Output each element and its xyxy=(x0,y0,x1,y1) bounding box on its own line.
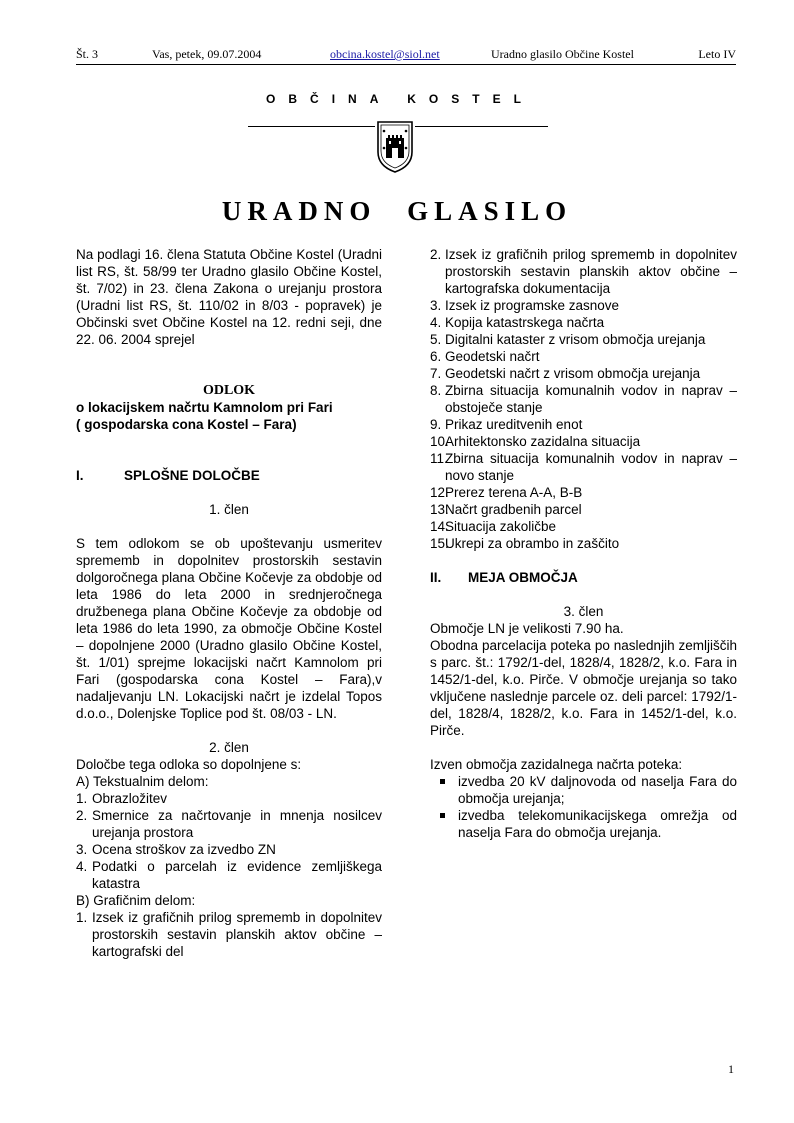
article-3-text: Obodna parcelacija poteka po naslednjih zemljiščih s parc. št.: 1792/1-del, 1828/4, 1828/2, k.o. Fara in 1452/1-del, k.o. Pirče. V območje urejanja so tako vključene naslednje parcele oz. deli parcel: 1792/1-del, 1828/4, 1828/2, k.o. Fara in 1452/1-del, k.o. Pirče. xyxy=(430,638,737,738)
list-item xyxy=(76,858,382,892)
list-item xyxy=(76,790,382,807)
section-heading-2 xyxy=(430,569,737,586)
outside-area-list xyxy=(430,773,737,841)
list-item xyxy=(430,416,737,433)
coat-of-arms-icon xyxy=(375,118,415,174)
list-item-text: Situacija zakoličbe xyxy=(445,519,557,534)
list-item-number: 6. xyxy=(430,349,442,364)
section-title: MEJA OBMOČJA xyxy=(468,570,578,585)
list-item xyxy=(430,518,737,535)
list-item-text: Ukrepi za obrambo in zaščito xyxy=(445,536,620,551)
list-item-number: 10. xyxy=(430,434,449,449)
section-title: SPLOŠNE DOLOČBE xyxy=(124,468,260,483)
section-number: I. xyxy=(76,468,84,483)
article-2-heading: 2. člen xyxy=(209,740,249,755)
left-column xyxy=(76,246,382,960)
list-item-number: 4. xyxy=(76,859,88,874)
list-item xyxy=(430,314,737,331)
list-item xyxy=(76,909,382,960)
list-item-text: Zbirna situacija komunalnih vodov in naprav – obstoječe stanje xyxy=(445,383,737,415)
running-header xyxy=(76,47,736,65)
header-divider xyxy=(76,64,736,65)
bullet-item: izvedba telekomunikacijskega omrežja od naselja Fara do območja urejanja. xyxy=(430,807,737,841)
group-a-heading: A) Tekstualnim delom: xyxy=(76,774,209,789)
preamble: Na podlagi 16. člena Statuta Občine Kostel (Uradni list RS, št. 58/99 ter Uradno glasilo Občine Kostel, št. 7/02) in 23. člena Zakona o urejanju prostora (Uradni list RS, št. 110/02 in 8/03 - popravek) je Občinski svet Občine Kostel na 12. redni seji, dne 22. 06. 2004 sprejel xyxy=(76,247,382,347)
list-item xyxy=(430,484,737,501)
list-item-number: 9. xyxy=(430,417,442,432)
list-item xyxy=(430,450,737,484)
list-item xyxy=(430,331,737,348)
list-item xyxy=(430,348,737,365)
section-number: II. xyxy=(430,570,442,585)
publication-title: URADNO GLASILO xyxy=(221,196,573,226)
list-item-number: 5. xyxy=(430,332,442,347)
list-item xyxy=(430,246,737,297)
right-column xyxy=(430,246,737,841)
list-item-text: Ocena stroškov za izvedbo ZN xyxy=(92,842,276,857)
municipality-name: OBČINA KOSTEL xyxy=(266,92,534,106)
bullet-item: izvedba 20 kV daljnovoda od naselja Fara do območja urejanja; xyxy=(430,773,737,807)
article-1-text: S tem odlokom se ob upoštevanju usmeritev sprememb in dopolnitev prostorskih sestavin dolgoročnega plana Občine Kočevje za obdobje od leta 1986 do leta 2000 in srednjeročnega družbenega plana Občine Kočevje za obdobje od leta 1986 do leta 1990, za območje Občine Kostel – dopolnjene 2000 (Uradno glasilo Občine Kostel, št. 1/01) sprejme lokacijski načrt Kamnolom pri Fari (gospodarska cona Kostel – Fara),v nadaljevanju LN. Lokacijski načrt je izdelal Topos d.o.o., Dolenjske Toplice pod št. 08/03 - LN. xyxy=(76,536,382,721)
list-item xyxy=(430,365,737,382)
publication-name: Uradno glasilo Občine Kostel xyxy=(491,47,634,61)
year-label: Leto IV xyxy=(698,47,736,61)
list-item-number: 4. xyxy=(430,315,442,330)
email-link[interactable]: obcina.kostel@siol.net xyxy=(330,47,440,61)
decree-subtitle-2: ( gospodarska cona Kostel – Fara) xyxy=(76,417,297,432)
list-item-number: 15. xyxy=(430,536,449,551)
list-item-number: 2. xyxy=(76,808,88,823)
list-item-text: Arhitektonsko zazidalna situacija xyxy=(445,434,641,449)
list-item-number: 3. xyxy=(430,298,442,313)
list-item-text: Podatki o parcelah iz evidence zemljiškega katastra xyxy=(92,859,382,891)
list-item-text: Izsek iz programske zasnove xyxy=(445,298,620,313)
article-3-heading: 3. člen xyxy=(563,604,604,619)
list-item xyxy=(76,807,382,841)
list-item xyxy=(76,841,382,858)
list-item-number: 2. xyxy=(430,247,442,262)
list-item-number: 3. xyxy=(76,842,88,857)
list-item-number: 7. xyxy=(430,366,442,381)
list-item xyxy=(430,433,737,450)
textual-part-list xyxy=(76,790,382,892)
list-item xyxy=(430,382,737,416)
list-item-number: 1. xyxy=(76,791,88,806)
list-item-number: 12. xyxy=(430,485,449,500)
list-item-text: Geodetski načrt xyxy=(445,349,540,364)
list-item-number: 1. xyxy=(76,910,88,925)
article-3-size: Območje LN je velikosti 7.90 ha. xyxy=(430,621,624,636)
list-item-text: Kopija katastrskega načrta xyxy=(445,315,605,330)
article-1-heading: 1. člen xyxy=(209,502,249,517)
decree-subtitle: o lokacijskem načrtu Kamnolom pri Fari xyxy=(76,400,333,415)
list-item-text: Izsek iz grafičnih prilog sprememb in dopolnitev prostorskih sestavin planskih aktov občine – kartografska dokumentacija xyxy=(445,247,737,296)
article-2-intro: Določbe tega odloka so dopolnjene s: xyxy=(76,757,302,772)
section-heading-1 xyxy=(76,467,382,484)
list-item-number: 14. xyxy=(430,519,449,534)
list-item-text: Načrt gradbenih parcel xyxy=(445,502,582,517)
issue-number: Št. 3 xyxy=(76,47,99,61)
list-item-number: 13. xyxy=(430,502,449,517)
list-item-text: Geodetski načrt z vrisom območja urejanja xyxy=(445,366,701,381)
list-item-number: 11. xyxy=(430,451,448,466)
graphic-part-list xyxy=(76,909,382,960)
graphic-part-list-continued xyxy=(430,246,737,552)
list-item xyxy=(430,297,737,314)
list-item-text: Prerez terena A-A, B-B xyxy=(445,485,583,500)
outside-area-intro: Izven območja zazidalnega načrta poteka: xyxy=(430,757,683,772)
list-item xyxy=(430,535,737,552)
list-item xyxy=(430,501,737,518)
list-item-text: Smernice za načrtovanje in mnenja nosilcev urejanja prostora xyxy=(92,808,382,840)
decree-title: ODLOK xyxy=(202,383,256,398)
group-b-heading: B) Grafičnim delom: xyxy=(76,893,196,908)
list-item-text: Prikaz ureditvenih enot xyxy=(445,417,583,432)
list-item-text: Zbirna situacija komunalnih vodov in naprav – novo stanje xyxy=(445,451,737,483)
list-item-number: 8. xyxy=(430,383,442,398)
issue-date: Vas, petek, 09.07.2004 xyxy=(152,47,262,61)
list-item-text: Digitalni kataster z vrisom območja urejanja xyxy=(445,332,706,347)
page-number: 1 xyxy=(728,1062,734,1076)
list-item-text: Obrazložitev xyxy=(92,791,168,806)
list-item-text: Izsek iz grafičnih prilog sprememb in dopolnitev prostorskih sestavin planskih aktov občine – kartografski del xyxy=(92,910,382,959)
